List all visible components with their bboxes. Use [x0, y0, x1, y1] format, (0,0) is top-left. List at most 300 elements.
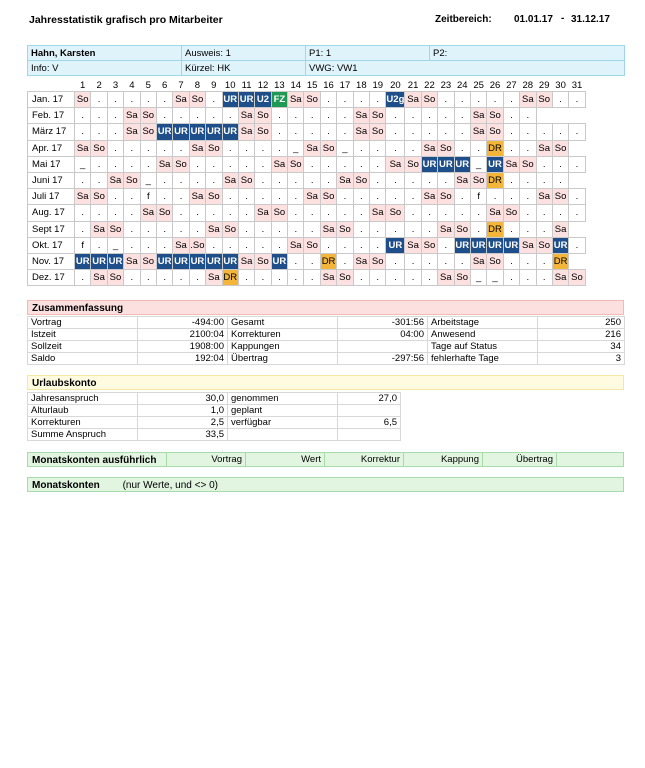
- day-cell: .: [255, 172, 271, 188]
- summary-label: Gesamt: [228, 317, 338, 329]
- day-header: 10: [224, 79, 236, 91]
- day-cell: .: [438, 108, 454, 124]
- day-cell: .: [454, 124, 470, 140]
- day-cell: .: [271, 124, 287, 140]
- p1-field: P1: 1: [306, 46, 430, 61]
- summary-value: [338, 341, 428, 353]
- day-cell: So: [536, 92, 552, 108]
- day-cell: .: [520, 140, 536, 156]
- day-cell: .: [320, 108, 336, 124]
- day-cell: Sa: [320, 270, 336, 286]
- p2-field: P2:: [430, 46, 625, 61]
- day-cell: _: [487, 270, 503, 286]
- day-cell: U2: [255, 92, 271, 108]
- summary-label: Sollzeit: [28, 341, 138, 353]
- day-cell: .: [353, 237, 369, 253]
- day-cell: .: [487, 189, 503, 205]
- day-cell: So: [75, 92, 91, 108]
- day-cell: .: [124, 140, 140, 156]
- day-cell: .: [189, 221, 205, 237]
- day-cell: So: [304, 237, 320, 253]
- day-cell: So: [337, 270, 353, 286]
- day-cell: _: [107, 237, 123, 253]
- day-cell: .: [405, 270, 421, 286]
- day-cell: UR: [173, 124, 189, 140]
- day-cell: Sa: [238, 108, 254, 124]
- day-cell: .: [304, 156, 320, 172]
- day-header: 30: [555, 79, 566, 91]
- day-cell: Sa: [405, 92, 421, 108]
- day-cell: .: [173, 189, 189, 205]
- day-cell: So: [140, 124, 156, 140]
- day-header: 2: [96, 79, 102, 91]
- day-cell: .: [370, 270, 386, 286]
- summary-value: 192:04: [138, 353, 228, 365]
- day-cell: .: [569, 124, 585, 140]
- summary-label: Saldo: [28, 353, 138, 365]
- day-cell: Sa: [173, 92, 189, 108]
- day-cell: Sa: [536, 140, 552, 156]
- day-cell: .: [405, 205, 421, 221]
- day-cell: .: [503, 108, 519, 124]
- day-cell: Sa: [320, 221, 336, 237]
- day-cell: .: [370, 92, 386, 108]
- day-cell: .: [288, 270, 304, 286]
- day-cell: .: [156, 108, 172, 124]
- day-header: 6: [162, 79, 168, 91]
- day-cell: .: [438, 253, 454, 269]
- day-cell: .: [520, 189, 536, 205]
- day-cell: .: [124, 92, 140, 108]
- day-header: 7: [178, 79, 184, 91]
- day-cell: .: [271, 221, 287, 237]
- day-cell: .: [386, 189, 405, 205]
- day-cell: .: [206, 172, 222, 188]
- day-cell: So: [255, 124, 271, 140]
- calendar-month-row: [28, 205, 586, 221]
- day-cell: .: [503, 140, 519, 156]
- day-cell: .: [520, 270, 536, 286]
- day-cell: So: [386, 205, 405, 221]
- day-cell: .: [569, 237, 585, 253]
- day-cell: UR: [552, 237, 568, 253]
- summary-value: 1908:00: [138, 341, 228, 353]
- day-cell: .: [189, 108, 205, 124]
- day-cell: Sa: [454, 172, 470, 188]
- day-cell: Sa: [386, 156, 405, 172]
- day-cell: .: [337, 205, 353, 221]
- day-cell: Sa: [206, 221, 222, 237]
- day-cell: .: [75, 172, 91, 188]
- day-cell: .: [421, 205, 437, 221]
- day-cell: Sa: [238, 253, 254, 269]
- vacation-account-table: [27, 392, 401, 441]
- day-cell: UR: [189, 124, 205, 140]
- day-header: 28: [522, 79, 534, 91]
- year-calendar-grid: [27, 79, 586, 286]
- day-cell: .: [304, 221, 320, 237]
- day-cell: .: [454, 253, 470, 269]
- day-cell: _: [288, 140, 304, 156]
- col-wert: Wert: [245, 452, 324, 467]
- vacation-value: [338, 405, 401, 417]
- summary-label: Anwesend: [428, 329, 538, 341]
- day-cell: .: [438, 172, 454, 188]
- day-header: 5: [145, 79, 151, 91]
- day-cell: f: [140, 189, 156, 205]
- day-cell: Sa: [470, 253, 486, 269]
- vacation-value: 27,0: [338, 393, 401, 405]
- info-field: Info: V: [28, 61, 182, 76]
- day-cell: .: [206, 108, 222, 124]
- day-cell: .: [337, 92, 353, 108]
- day-cell: .: [156, 140, 172, 156]
- month-label: Feb. 17: [28, 108, 75, 124]
- day-cell: .: [140, 237, 156, 253]
- day-cell: .: [569, 156, 585, 172]
- day-cell: .: [238, 221, 254, 237]
- day-cell: .: [107, 140, 123, 156]
- day-cell: .: [206, 92, 222, 108]
- day-cell: .: [487, 92, 503, 108]
- day-cell: .: [288, 124, 304, 140]
- day-cell: .: [222, 189, 238, 205]
- day-cell: .: [421, 221, 437, 237]
- day-cell: .: [238, 189, 254, 205]
- calendar-month-row: [28, 124, 586, 140]
- day-cell: So: [487, 108, 503, 124]
- day-cell: Sa: [124, 108, 140, 124]
- day-cell: So: [438, 140, 454, 156]
- vacation-label: Jahresanspruch: [28, 393, 138, 405]
- vacation-value: 33,5: [138, 429, 228, 441]
- day-cell: .: [370, 189, 386, 205]
- calendar-month-row: [28, 237, 586, 253]
- day-cell: Sa: [107, 172, 123, 188]
- calendar-month-row: [28, 108, 586, 124]
- day-cell: .: [320, 237, 336, 253]
- day-header: 17: [339, 79, 351, 91]
- summary-label: fehlerhafte Tage: [428, 353, 538, 365]
- day-cell: .: [255, 270, 271, 286]
- day-cell: Sa: [405, 237, 421, 253]
- day-cell: .: [75, 270, 91, 286]
- day-header: 14: [290, 79, 302, 91]
- summary-value: 34: [538, 341, 625, 353]
- day-cell: UR: [173, 253, 189, 269]
- day-cell: UR: [107, 253, 123, 269]
- day-cell: .: [238, 270, 254, 286]
- day-cell: .: [405, 124, 421, 140]
- vacation-account-header: Urlaubskonto: [27, 375, 624, 390]
- day-cell: DR: [487, 140, 503, 156]
- day-cell: .: [320, 172, 336, 188]
- day-cell: .: [156, 172, 172, 188]
- day-cell: .: [255, 221, 271, 237]
- summary-row: [28, 329, 625, 341]
- day-cell: .: [140, 156, 156, 172]
- day-cell: So: [370, 253, 386, 269]
- day-cell: .: [536, 221, 552, 237]
- day-cell: .: [421, 270, 437, 286]
- day-cell: .: [140, 92, 156, 108]
- day-cell: .: [353, 92, 369, 108]
- day-cell: So: [189, 92, 205, 108]
- calendar-month-row: [28, 270, 586, 286]
- day-cell: .: [536, 253, 552, 269]
- day-cell: UR: [222, 124, 238, 140]
- day-header: 9: [211, 79, 217, 91]
- day-cell: So: [206, 189, 222, 205]
- day-cell: .: [91, 156, 107, 172]
- summary-value: -494:00: [138, 317, 228, 329]
- day-cell: So: [536, 237, 552, 253]
- day-cell: U2g: [386, 92, 405, 108]
- day-cell: .: [255, 237, 271, 253]
- day-cell: .: [438, 237, 454, 253]
- kuerzel-field: Kürzel: HK: [182, 61, 306, 76]
- day-cell: .: [75, 124, 91, 140]
- day-cell: .: [405, 140, 421, 156]
- day-cell: .: [370, 221, 386, 237]
- day-cell: UR: [438, 156, 454, 172]
- day-cell: .: [91, 172, 107, 188]
- day-cell: .: [75, 108, 91, 124]
- day-cell: .: [337, 156, 353, 172]
- day-cell: DR: [552, 253, 568, 269]
- day-cell: Sa: [222, 172, 238, 188]
- day-cell: .: [255, 156, 271, 172]
- day-cell: .: [222, 156, 238, 172]
- day-cell: .: [156, 92, 172, 108]
- day-cell: Sa: [520, 237, 536, 253]
- summary-value: 3: [538, 353, 625, 365]
- day-header: 8: [194, 79, 201, 91]
- day-header: 13: [274, 79, 285, 91]
- day-cell: Sa: [91, 221, 107, 237]
- summary-value: 250: [538, 317, 625, 329]
- day-header: 11: [241, 79, 252, 91]
- day-cell: Sa: [140, 205, 156, 221]
- day-header: 27: [506, 79, 517, 91]
- day-cell: .: [454, 140, 470, 156]
- day-cell: Sa: [370, 205, 386, 221]
- day-header: 31: [571, 79, 583, 91]
- calendar-day-header-row: [28, 79, 586, 92]
- day-cell: .: [107, 189, 123, 205]
- day-cell: .: [288, 205, 304, 221]
- day-cell: UR: [470, 237, 486, 253]
- day-cell: .: [304, 205, 320, 221]
- day-cell: .: [370, 156, 386, 172]
- day-cell: .: [569, 92, 585, 108]
- day-cell: Sa: [353, 253, 369, 269]
- day-cell: So: [91, 189, 107, 205]
- day-cell: .: [91, 92, 107, 108]
- day-cell: f: [75, 237, 91, 253]
- day-cell: So: [255, 253, 271, 269]
- day-cell: So: [91, 140, 107, 156]
- day-cell: .: [271, 270, 287, 286]
- day-cell: UR: [454, 237, 470, 253]
- day-cell: .: [337, 124, 353, 140]
- day-cell: .: [438, 124, 454, 140]
- day-cell: .: [370, 237, 386, 253]
- day-cell: So: [238, 172, 254, 188]
- day-header: 3: [112, 79, 119, 91]
- day-cell: So: [552, 189, 568, 205]
- day-cell: .: [470, 205, 486, 221]
- day-cell: .: [107, 92, 123, 108]
- day-cell: .: [91, 237, 107, 253]
- month-label: Juli 17: [28, 189, 75, 205]
- day-cell: .: [569, 189, 585, 205]
- summary-label: Arbeitstage: [428, 317, 538, 329]
- day-cell: Sa: [536, 189, 552, 205]
- day-cell: Sa: [271, 156, 287, 172]
- col-kappung: Kappung: [403, 452, 482, 467]
- day-cell: So: [271, 205, 287, 221]
- month-label: Jan. 17: [28, 92, 75, 108]
- day-cell: .: [536, 172, 552, 188]
- day-cell: .: [238, 140, 254, 156]
- calendar-month-row: [28, 221, 586, 237]
- day-cell: UR: [156, 253, 172, 269]
- day-cell: .So: [189, 237, 205, 253]
- day-cell: So: [421, 237, 437, 253]
- day-cell: .: [520, 253, 536, 269]
- day-cell: .: [173, 140, 189, 156]
- day-cell: .: [124, 189, 140, 205]
- day-cell: .: [405, 189, 421, 205]
- day-cell: Sa: [552, 221, 568, 237]
- day-cell: .: [552, 92, 568, 108]
- day-cell: .: [222, 205, 238, 221]
- day-cell: .: [353, 189, 369, 205]
- day-cell: UR: [222, 92, 238, 108]
- day-cell: UR: [271, 253, 287, 269]
- day-cell: So: [206, 140, 222, 156]
- day-cell: UR: [454, 156, 470, 172]
- vacation-label: geplant: [228, 405, 338, 417]
- day-header: 26: [489, 79, 501, 91]
- day-cell: So: [124, 172, 140, 188]
- day-cell: .: [421, 108, 437, 124]
- summary-label: Istzeit: [28, 329, 138, 341]
- vacation-row: [28, 417, 401, 429]
- day-cell: So: [569, 270, 585, 286]
- day-cell: .: [271, 172, 287, 188]
- day-cell: .: [386, 221, 405, 237]
- day-cell: .: [454, 205, 470, 221]
- month-label: Juni 17: [28, 172, 75, 188]
- month-label: Dez. 17: [28, 270, 75, 286]
- day-cell: .: [189, 172, 205, 188]
- day-cell: .: [386, 253, 405, 269]
- summary-row: [28, 353, 625, 365]
- day-cell: .: [238, 156, 254, 172]
- day-cell: Sa: [238, 124, 254, 140]
- summary-value: 2100:04: [138, 329, 228, 341]
- day-cell: .: [438, 205, 454, 221]
- day-cell: .: [271, 140, 287, 156]
- day-cell: .: [173, 221, 189, 237]
- day-cell: Sa: [75, 140, 91, 156]
- col-uebertrag: Übertrag: [482, 452, 556, 467]
- day-cell: .: [320, 205, 336, 221]
- day-cell: .: [421, 172, 437, 188]
- day-cell: So: [222, 221, 238, 237]
- day-cell: UR: [206, 124, 222, 140]
- day-cell: So: [454, 221, 470, 237]
- day-cell: .: [304, 172, 320, 188]
- day-cell: .: [206, 205, 222, 221]
- day-cell: .: [337, 189, 353, 205]
- day-cell: .: [222, 140, 238, 156]
- day-cell: _: [470, 270, 486, 286]
- day-cell: .: [503, 189, 519, 205]
- day-cell: .: [304, 270, 320, 286]
- vacation-value: 2,5: [138, 417, 228, 429]
- day-cell: [569, 172, 585, 188]
- day-cell: .: [337, 237, 353, 253]
- employee-info-table: [27, 45, 625, 76]
- vacation-label: genommen: [228, 393, 338, 405]
- day-cell: So: [320, 140, 336, 156]
- day-cell: .: [503, 270, 519, 286]
- day-cell: .: [91, 124, 107, 140]
- day-cell: .: [238, 205, 254, 221]
- day-cell: .: [536, 205, 552, 221]
- day-cell: UR: [222, 253, 238, 269]
- summary-label: Kappungen: [228, 341, 338, 353]
- day-cell: .: [91, 205, 107, 221]
- day-cell: DR: [487, 221, 503, 237]
- calendar-month-row: [28, 253, 586, 269]
- day-cell: .: [107, 156, 123, 172]
- day-cell: So: [552, 140, 568, 156]
- day-cell: .: [124, 221, 140, 237]
- day-cell: .: [304, 108, 320, 124]
- day-header: 21: [407, 79, 419, 91]
- day-cell: So: [370, 124, 386, 140]
- day-cell: .: [503, 172, 519, 188]
- day-cell: .: [454, 92, 470, 108]
- day-cell: .: [353, 221, 369, 237]
- day-cell: .: [107, 124, 123, 140]
- day-cell: Sa: [552, 270, 568, 286]
- vacation-value: 30,0: [138, 393, 228, 405]
- day-cell: UR: [487, 237, 503, 253]
- day-cell: .: [271, 189, 287, 205]
- day-cell: .: [320, 156, 336, 172]
- day-cell: .: [255, 189, 271, 205]
- day-cell: .: [288, 189, 304, 205]
- day-cell: Sa: [189, 140, 205, 156]
- day-cell: .: [238, 237, 254, 253]
- day-cell: Sa: [438, 221, 454, 237]
- summary-table: [27, 316, 625, 365]
- day-cell: UR: [421, 156, 437, 172]
- day-cell: .: [140, 270, 156, 286]
- day-cell: UR: [156, 124, 172, 140]
- col-korrektur: Korrektur: [324, 452, 403, 467]
- day-cell: FZ: [271, 92, 287, 108]
- day-cell: .: [304, 253, 320, 269]
- day-cell: .: [353, 156, 369, 172]
- day-cell: So: [107, 270, 123, 286]
- day-cell: UR: [91, 253, 107, 269]
